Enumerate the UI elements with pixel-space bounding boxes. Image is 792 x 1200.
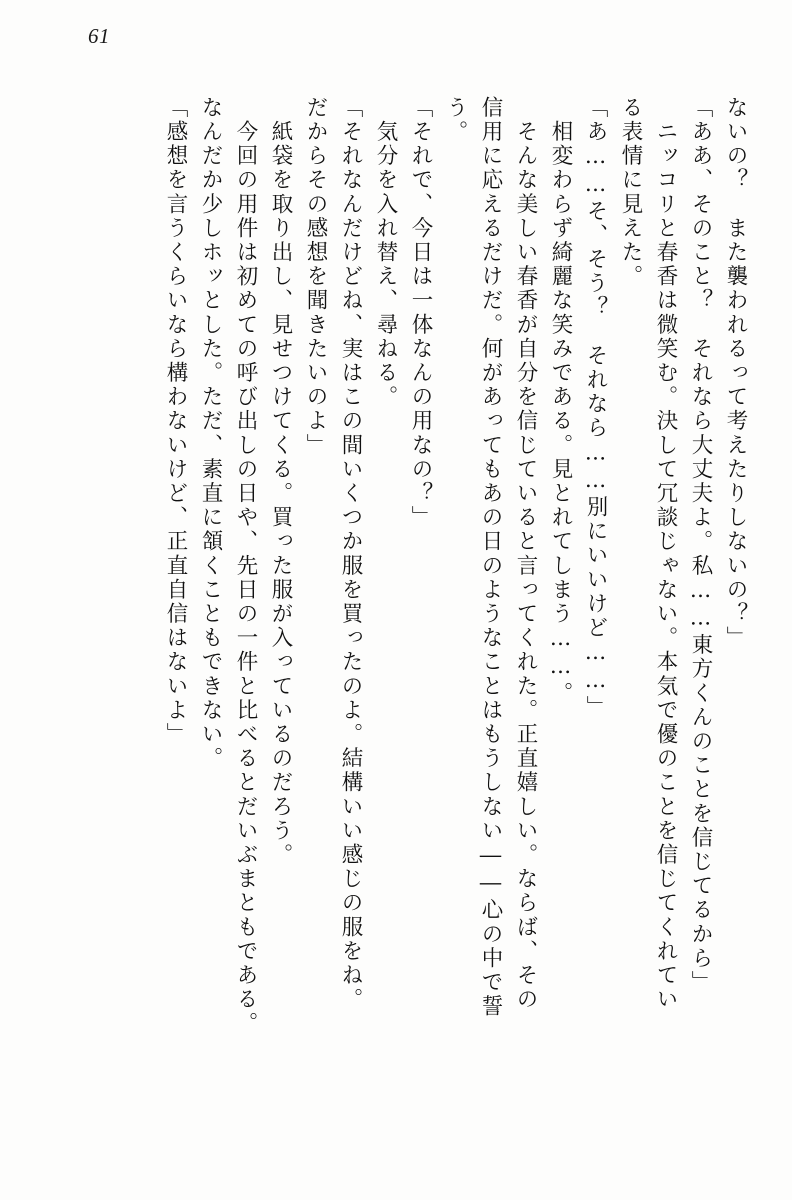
- text-line: なんだか少しホッとした。ただ、素直に頷くこともできない。: [198, 96, 223, 771]
- page-number: 61: [88, 24, 110, 48]
- text-line: 「感想を言うくらいなら構わないけど、正直自信はないよ」: [163, 96, 188, 747]
- text-line: る表情に見えた。: [618, 96, 643, 289]
- text-line: 今回の用件は初めての呼び出しの日や、先日の一件と比べるとだいぶまともである。: [233, 96, 258, 1036]
- text-line: ないの？ また襲われるって考えたりしないの？」: [723, 96, 748, 651]
- text-line: そんな美しい春香が自分を信じていると言ってくれた。正直嬉しい。ならば、その: [513, 96, 538, 1012]
- text-line: 「それなんだけどね、実はこの間いくつか服を買ったのよ。結構いい感じの服をね。: [338, 96, 363, 1012]
- text-line: 相変わらず綺麗な笑みである。見とれてしまう……。: [548, 96, 573, 706]
- vertical-text-body: [46, 96, 746, 1156]
- text-line: ニッコリと春香は微笑む。決して冗談じゃない。本気で優のことを信じてくれてい: [653, 96, 678, 1012]
- text-line: 紙袋を取り出し、見せつけてくる。買った服が入っているのだろう。: [268, 96, 293, 868]
- text-line: 「それで、今日は一体なんの用なの？」: [408, 96, 433, 530]
- text-line: う。: [443, 96, 468, 145]
- text-line: 気分を入れ替え、尋ねる。: [373, 96, 398, 410]
- text-line: 信用に応えるだけだ。何があってもあの日のようなことはもうしない――心の中で誓: [478, 96, 503, 1019]
- text-line: だからその感想を聞きたいのよ」: [303, 96, 328, 458]
- text-line: 「ああ、そのこと？ それなら大丈夫よ。私……東方くんのことを信じてるから」: [688, 96, 713, 995]
- text-line: 「あ……そ、そう？ それなら……別にいいけど……」: [583, 96, 608, 720]
